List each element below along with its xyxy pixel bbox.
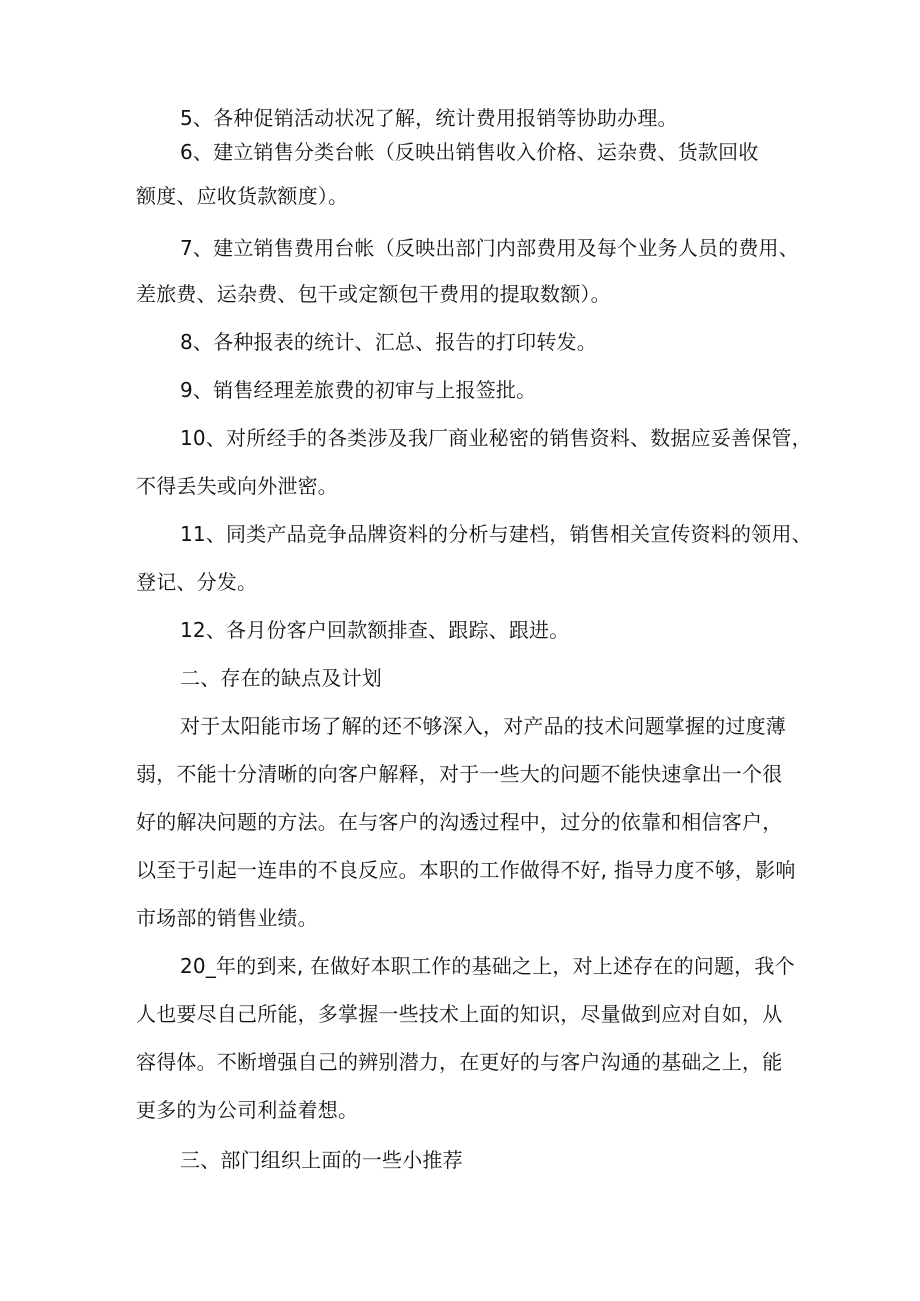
text-line: 8、各种报表的统计、汇总、报告的打印转发。 <box>180 330 597 354</box>
text-line: 不得丢失或向外泄密。 <box>136 474 338 498</box>
text-line: 容得体。不断增强自己的辨别潜力，在更好的与客户沟通的基础之上，能 <box>136 1050 783 1074</box>
text-line: 差旅费、运杂费、包干或定额包干费用的提取数额）。 <box>136 282 611 306</box>
text-line: 登记、分发。 <box>136 570 258 594</box>
text-line: 人也要尽自己所能，多掌握一些技术上面的知识，尽量做到应对自如，从 <box>136 1002 783 1026</box>
text-line: 12、各月份客户回款额排查、跟踪、跟进。 <box>180 618 570 642</box>
text-line: 好的解决问题的方法。在与客户的沟透过程中，过分的依靠和相信客户， <box>136 810 783 834</box>
text-line: 弱，不能十分清晰的向客户解释，对于一些大的问题不能快速拿出一个很 <box>136 762 783 786</box>
text-line: 市场部的销售业绩。 <box>136 906 318 930</box>
section-heading: 二、存在的缺点及计划 <box>180 666 382 690</box>
text-line: 6、建立销售分类台帐（反映出销售收入价格、运杂费、货款回收 <box>180 140 759 164</box>
text-line: 对于太阳能市场了解的还不够深入，对产品的技术问题掌握的过度薄 <box>180 714 786 738</box>
section-heading: 三、部门组织上面的一些小推荐 <box>180 1148 463 1172</box>
text-line: 11、同类产品竞争品牌资料的分析与建档，销售相关宣传资料的领用、 <box>180 522 812 546</box>
text-line: 20_年的到来, 在做好本职工作的基础之上，对上述存在的问题，我个 <box>180 954 795 978</box>
text-line: 7、建立销售费用台帐（反映出部门内部费用及每个业务人员的费用、 <box>180 236 799 260</box>
text-line: 更多的为公司利益着想。 <box>136 1098 359 1122</box>
text-line: 额度、应收货款额度）。 <box>136 184 349 208</box>
text-line: 5、各种促销活动状况了解，统计费用报销等协助办理。 <box>180 106 678 130</box>
text-line: 9、销售经理差旅费的初审与上报签批。 <box>180 378 537 402</box>
text-line: 10、对所经手的各类涉及我厂商业秘密的销售资料、数据应妥善保管， <box>180 426 812 450</box>
text-line: 以至于引起一连串的不良反应。本职的工作做得不好, 指导力度不够，影响 <box>136 858 796 882</box>
